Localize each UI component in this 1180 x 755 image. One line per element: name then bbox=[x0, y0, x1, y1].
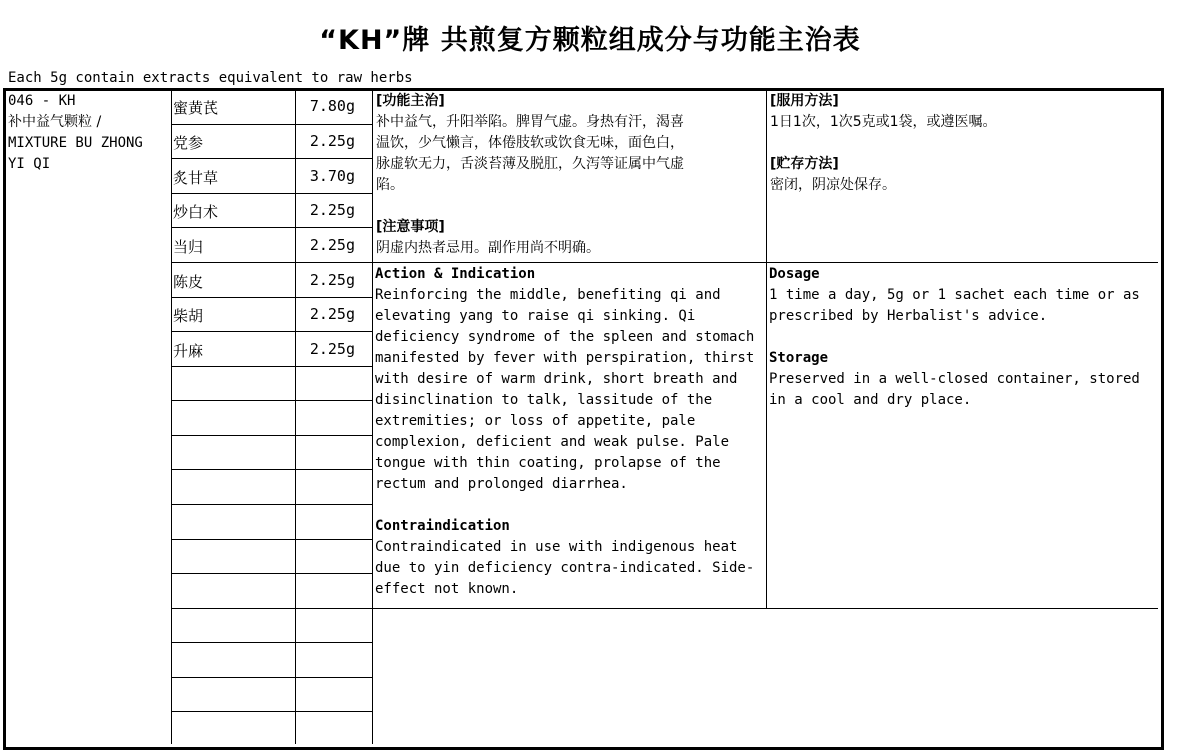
ingredient-amount: 3.70g bbox=[309, 167, 355, 185]
ingredient-name: 党参 bbox=[173, 134, 204, 152]
grid-hline bbox=[172, 711, 372, 712]
ingredient-amount: 2.25g bbox=[309, 236, 355, 254]
en-action-line: Reinforcing the middle, benefiting qi and bbox=[375, 287, 721, 303]
ingredient-name: 升麻 bbox=[173, 342, 204, 360]
cn-storage-text: 密闭，阴凉处保存。 bbox=[770, 177, 896, 193]
cn-caution-heading: [注意事项] bbox=[376, 219, 445, 235]
cn-function-line: 补中益气，升阳举陷。脾胃气虚。身热有汗，渴喜 bbox=[376, 114, 684, 130]
cn-caution-text: 阴虚内热者忌用。副作用尚不明确。 bbox=[376, 240, 600, 256]
cn-storage-heading: [贮存方法] bbox=[770, 156, 839, 172]
product-name-line: YI QI bbox=[8, 156, 51, 172]
en-contra-line: Contraindicated in use with indigenous heat bbox=[375, 539, 738, 555]
grid-hline bbox=[172, 400, 372, 401]
ingredient-name: 蜜黄芪 bbox=[173, 99, 219, 117]
en-action-line: extremities; or loss of appetite, pale bbox=[375, 413, 696, 429]
en-action-line: deficiency syndrome of the spleen and stomach bbox=[375, 329, 755, 345]
grid-hline bbox=[172, 608, 372, 609]
cn-usage-text: 1日1次，1次5克或1袋，或遵医嘱。 bbox=[770, 114, 997, 130]
en-dosage-line: 1 time a day, 5g or 1 sachet each time or as bbox=[769, 287, 1140, 303]
ingredient-amount: 7.80g bbox=[309, 97, 355, 115]
en-contra-line: effect not known. bbox=[375, 581, 519, 597]
grid-hline bbox=[172, 124, 372, 125]
ingredient-name: 当归 bbox=[173, 238, 204, 256]
grid-hline bbox=[172, 227, 372, 228]
en-dosage-line: prescribed by Herbalist's advice. bbox=[769, 308, 1048, 324]
en-dosage-heading: Dosage bbox=[769, 266, 820, 282]
ingredient-name: 炒白术 bbox=[173, 203, 219, 221]
grid-hline bbox=[172, 297, 372, 298]
en-action-line: with desire of warm drink, short breath and bbox=[375, 371, 738, 387]
en-action-line: tongue with thin coating, prolapse of the bbox=[375, 455, 721, 471]
cn-function-line: 陷。 bbox=[376, 177, 404, 193]
ingredient-name: 炙甘草 bbox=[173, 169, 219, 187]
ingredient-name: 柴胡 bbox=[173, 307, 204, 325]
en-action-line: rectum and prolonged diarrhea. bbox=[375, 476, 628, 492]
grid-hline bbox=[172, 469, 372, 470]
ingredient-amount: 2.25g bbox=[309, 340, 355, 358]
ingredient-amount: 2.25g bbox=[309, 305, 355, 323]
ingredient-amount: 2.25g bbox=[309, 201, 355, 219]
grid-hline bbox=[172, 539, 372, 540]
product-code: 046 - KH bbox=[8, 93, 76, 109]
grid-vline-2 bbox=[295, 91, 296, 744]
grid-hline bbox=[172, 331, 372, 332]
grid-hline bbox=[172, 677, 372, 678]
grid-hline bbox=[172, 262, 372, 263]
page-title: “KH”牌 共煎复方颗粒组成分与功能主治表 bbox=[319, 25, 861, 56]
grid-vline-4 bbox=[766, 91, 767, 608]
product-name-line: 补中益气颗粒 / bbox=[8, 114, 102, 130]
en-action-line: complexion, deficient and weak pulse. Pale bbox=[375, 434, 730, 450]
grid-hline bbox=[172, 366, 372, 367]
grid-hline-en-bottom bbox=[373, 608, 1158, 609]
grid-hline bbox=[172, 573, 372, 574]
en-contra-heading: Contraindication bbox=[375, 518, 510, 534]
en-storage-line: in a cool and dry place. bbox=[769, 392, 972, 408]
grid-hline bbox=[172, 642, 372, 643]
en-contra-line: due to yin deficiency contra-indicated. Side- bbox=[375, 560, 755, 576]
cn-function-heading: [功能主治] bbox=[376, 93, 445, 109]
ingredient-name: 陈皮 bbox=[173, 273, 204, 291]
en-storage-heading: Storage bbox=[769, 350, 829, 366]
grid-hline bbox=[172, 504, 372, 505]
ingredient-amount: 2.25g bbox=[309, 132, 355, 150]
cn-usage-heading: [服用方法] bbox=[770, 93, 839, 109]
grid-hline bbox=[172, 158, 372, 159]
grid-vline-3 bbox=[372, 91, 373, 744]
en-action-line: elevating yang to raise qi sinking. Qi bbox=[375, 308, 696, 324]
cn-function-line: 温饮，少气懒言，体倦肢软或饮食无味，面色白， bbox=[376, 135, 684, 151]
grid-hline-cn-en bbox=[373, 262, 1158, 263]
en-action-line: disinclination to talk, lassitude of the bbox=[375, 392, 713, 408]
ingredient-amount: 2.25g bbox=[309, 271, 355, 289]
table-subtitle: Each 5g contain extracts equivalent to raw herbs bbox=[8, 70, 413, 86]
en-action-line: manifested by fever with perspiration, thirst bbox=[375, 350, 755, 366]
grid-hline bbox=[172, 435, 372, 436]
grid-hline bbox=[172, 193, 372, 194]
en-action-heading: Action & Indication bbox=[375, 266, 536, 282]
grid-vline-1 bbox=[171, 91, 172, 744]
en-storage-line: Preserved in a well-closed container, stored bbox=[769, 371, 1140, 387]
cn-function-line: 脉虚软无力，舌淡苔薄及脱肛，久泻等证属中气虚 bbox=[376, 156, 684, 172]
product-name-line: MIXTURE BU ZHONG bbox=[8, 135, 143, 151]
